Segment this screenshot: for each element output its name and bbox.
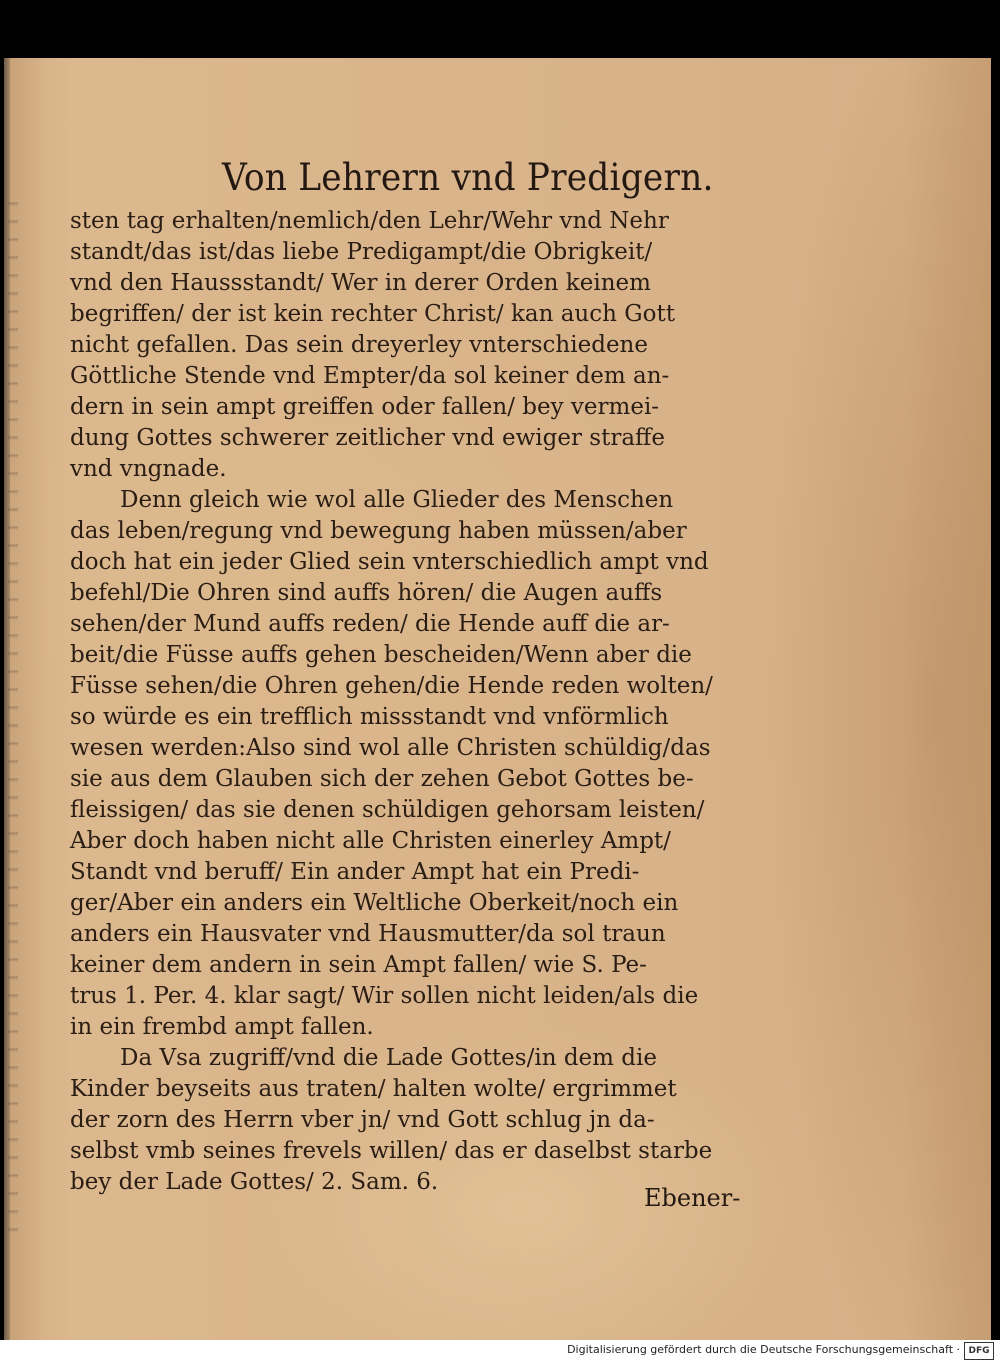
scanned-page <box>4 58 991 1340</box>
text-line: so würde es ein trefflich missstandt vnd vnförmlich <box>70 704 669 730</box>
text-line: Kinder beyseits aus traten/ halten wolte/ ergrimmet <box>70 1076 677 1102</box>
text-line-indented: Da Vsa zugriff/vnd die Lade Gottes/in dem die <box>120 1045 657 1071</box>
text-line: in ein frembd ampt fallen. <box>70 1014 374 1040</box>
text-line: doch hat ein jeder Glied sein vnterschiedlich ampt vnd <box>70 549 709 575</box>
text-line: begriffen/ der ist kein rechter Christ/ kan auch Gott <box>70 301 675 327</box>
body-text <box>70 206 770 1198</box>
text-line: befehl/Die Ohren sind auffs hören/ die Augen auffs <box>70 580 663 606</box>
binding-marks <box>8 188 18 1238</box>
text-line: Standt vnd beruff/ Ein ander Ampt hat ein Predi- <box>70 859 640 885</box>
text-line: keiner dem andern in sein Ampt fallen/ wie S. Pe- <box>70 952 647 978</box>
text-line: sehen/der Mund auffs reden/ die Hende auff die ar- <box>70 611 670 637</box>
text-line: wesen werden:Also sind wol alle Christen schüldig/das <box>70 735 711 761</box>
text-line: vnd vngnade. <box>70 456 227 482</box>
text-line: bey der Lade Gottes/ 2. Sam. 6. <box>70 1169 439 1195</box>
text-line: Göttliche Stende vnd Empter/da sol keiner dem an- <box>70 363 670 389</box>
text-line: standt/das ist/das liebe Predigampt/die Obrigkeit/ <box>70 239 653 265</box>
text-line: Aber doch haben nicht alle Christen einerley Ampt/ <box>70 828 671 854</box>
text-line: sten tag erhalten/nemlich/den Lehr/Wehr vnd Nehr <box>70 208 669 234</box>
text-line: anders ein Hausvater vnd Hausmutter/da sol traun <box>70 921 666 947</box>
text-line: das leben/regung vnd bewegung haben müssen/aber <box>70 518 687 544</box>
text-line: vnd den Haussstandt/ Wer in derer Orden keinem <box>70 270 651 296</box>
running-head: Von Lehrern vnd Predigern. <box>222 156 714 199</box>
text-line: fleissigen/ das sie denen schüldigen gehorsam leisten/ <box>70 797 705 823</box>
footer-bar <box>0 1340 1000 1364</box>
text-line: dung Gottes schwerer zeitlicher vnd ewiger straffe <box>70 425 666 451</box>
text-line: Füsse sehen/die Ohren gehen/die Hende reden wolten/ <box>70 673 713 699</box>
catchword: Ebener- <box>644 1184 741 1212</box>
text-line: beit/die Füsse auffs gehen bescheiden/Wenn aber die <box>70 642 692 668</box>
text-line: sie aus dem Glauben sich der zehen Gebot Gottes be- <box>70 766 694 792</box>
text-line: ger/Aber ein anders ein Weltliche Oberkeit/noch ein <box>70 890 679 916</box>
dfg-logo-icon: DFG <box>964 1342 994 1360</box>
text-line: dern in sein ampt greiffen oder fallen/ bey vermei- <box>70 394 660 420</box>
text-line: selbst vmb seines frevels willen/ das er daselbst starbe <box>70 1138 713 1164</box>
text-line: nicht gefallen. Das sein dreyerley vnterschiedene <box>70 332 648 358</box>
text-line: trus 1. Per. 4. klar sagt/ Wir sollen nicht leiden/als die <box>70 983 699 1009</box>
text-line-indented: Denn gleich wie wol alle Glieder des Menschen <box>120 487 674 513</box>
text-line: der zorn des Herrn vber jn/ vnd Gott schlug jn da- <box>70 1107 655 1133</box>
funding-credit: Digitalisierung gefördert durch die Deutsche Forschungsgemeinschaft · <box>567 1343 960 1356</box>
